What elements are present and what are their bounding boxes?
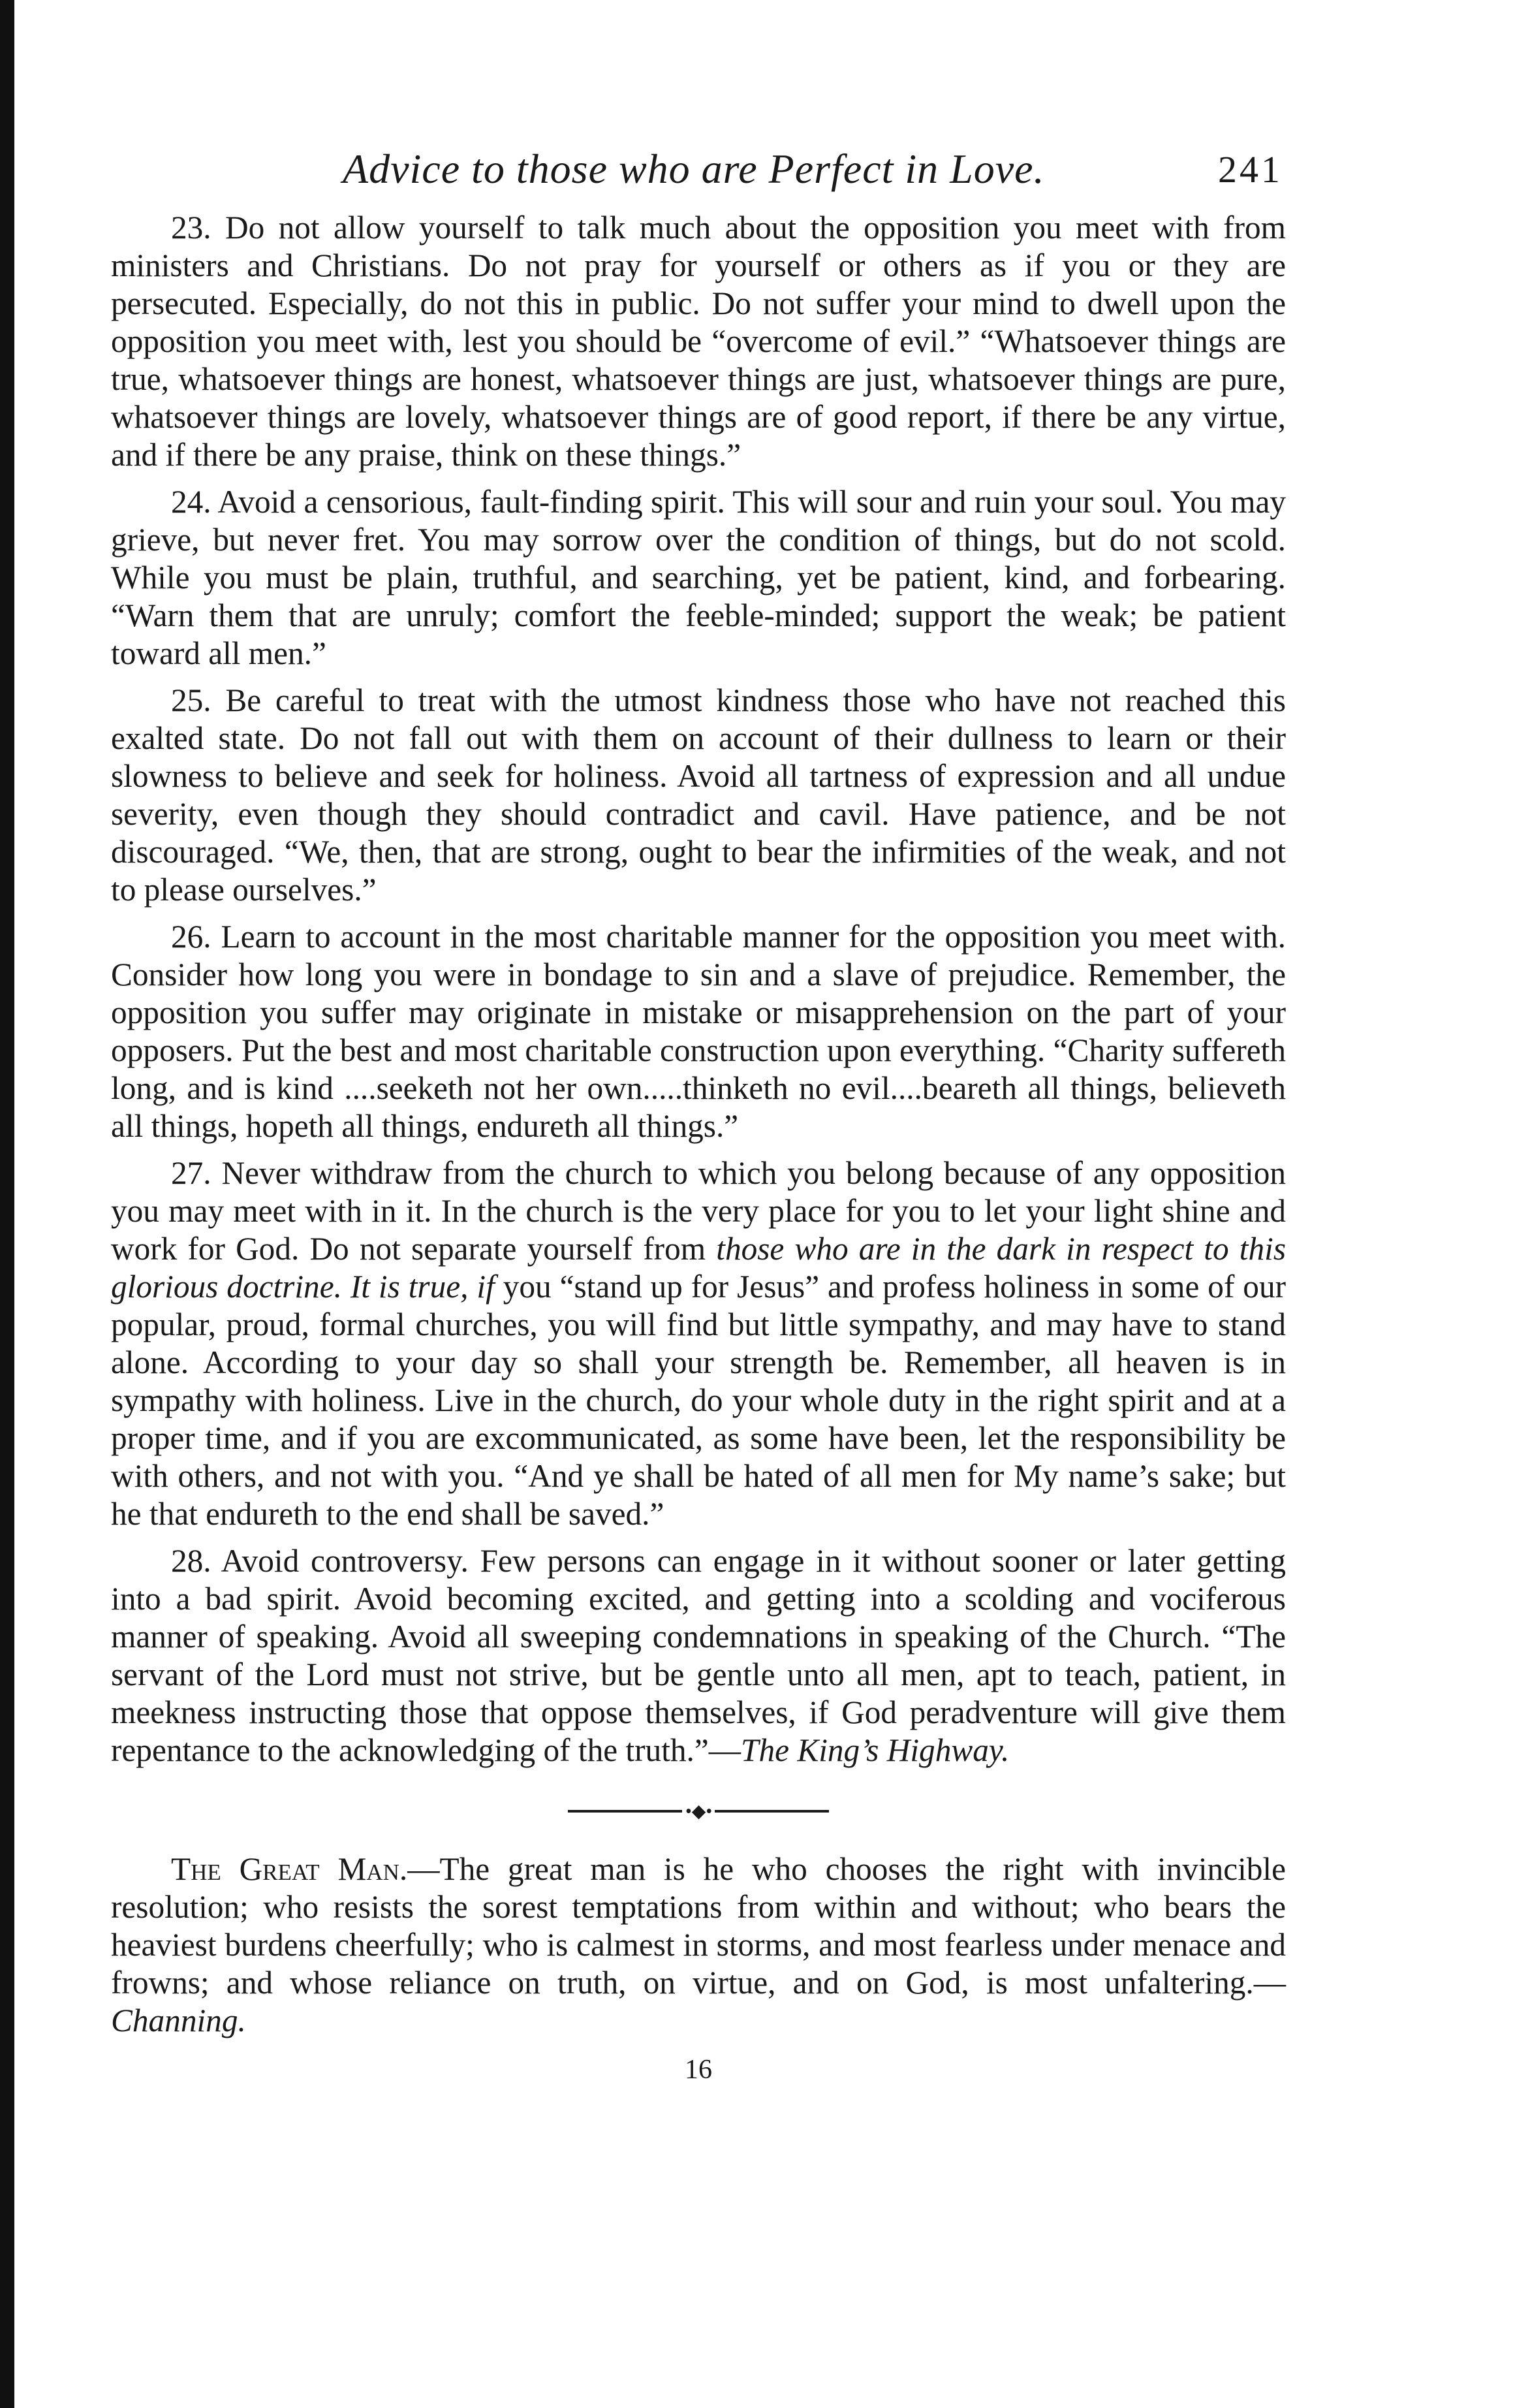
paragraph-26: 26. Learn to account in the most charitable manner for the opposition you meet with. Consider how long you were in bondage to sin and a slave of prejudice. Remember, the opposition you suffer may originate in mistake or misapprehension on the part of your opposers. Put the best and most charitable construction upon everything. “Charity suffereth long, and is kind ....seeketh not her own.....thinketh no evil....beareth all things, believeth all things, hopeth all things, endureth all things.”	[111, 919, 1286, 1144]
page-header	[111, 137, 1286, 209]
page-number: 241	[1218, 148, 1283, 191]
separator-line-right	[715, 1810, 829, 1813]
book-page	[111, 137, 1286, 2085]
paragraph-28	[111, 1542, 1286, 1769]
great-man-paragraph	[111, 1850, 1286, 2040]
paragraph-23: 23. Do not allow yourself to talk much about the opposition you meet with from ministers and Christians. Do not pray for yourself or others as if you or they are persecuted. Especially, do not this in public. Do not suffer your mind to dwell upon the opposition you meet with, lest you should be “overcome of evil.” “Whatsoever things are true, whatsoever things are honest, whatsoever things are just, whatsoever things are pure, whatsoever things are lovely, whatsoever things are of good report, if there be any virtue, and if there be any praise, think on these things.”	[111, 210, 1286, 473]
paragraph-27-part-1: 27. Never withdraw from the church to which you belong because of any opposition you may meet with in it. In the church is the very place for you to let your light shine and work for God. Do not separate yourself from	[111, 1155, 1286, 1267]
paragraph-27-italic: those who are in the dark in respect to this glorious doctrine. It is true, if	[111, 1231, 1287, 1305]
great-man-heading: The Great Man.	[171, 1851, 408, 1887]
great-man-source: Channing.	[111, 2003, 246, 2038]
running-title: Advice to those who are Perfect in Love.	[343, 146, 1045, 192]
signature-mark: 16	[685, 2055, 712, 2085]
great-man-text: —The great man is he who chooses the right with invincible resolution; who resists the sorest temptations from within and without; who bears the heaviest burdens cheerfully; who is calmest in storms, and most fearless under menace and frowns; and whose reliance on truth, on virtue, and on God, is most unfaltering.—	[111, 1851, 1286, 2001]
page-edge-shadow	[0, 0, 14, 2408]
paragraph-27	[111, 1154, 1286, 1533]
paragraph-28-source: The King’s Highway.	[741, 1732, 1010, 1768]
paragraph-28-text: 28. Avoid controversy. Few persons can engage in it without sooner or later getting into a bad spirit. Avoid becoming excited, and getting into a scolding and vociferous manner of speaking. Avoid all sweeping condemnations in speaking of the Church. “The servant of the Lord must not strive, but be gentle unto all men, apt to teach, patient, in meekness instructing those that oppose themselves, if God peradventure will give them repentance to the acknowledging of the truth.”—	[111, 1543, 1286, 1768]
separator-line-left	[568, 1810, 682, 1813]
paragraph-25: 25. Be careful to treat with the utmost kindness those who have not reached this exalted state. Do not fall out with them on account of their dullness to learn or their slowness to believe and seek for holiness. Avoid all tartness of expression and all undue severity, even though they should contradict and cavil. Have patience, and be not discouraged. “We, then, that are strong, ought to bear the infirmities of the weak, and not to please ourselves.”	[111, 682, 1286, 908]
separator-ornament-icon: •◆•	[685, 1801, 713, 1822]
section-separator	[568, 1801, 829, 1820]
paragraph-27-part-2: you “stand up for Jesus” and profess holiness in some of our popular, proud, formal churches, you will find but little sympathy, and may have to stand alone. According to your day so shall your strength be. Remember, all heaven is in sympathy with holiness. Live in the church, do your whole duty in the right spirit and at a proper time, and if you are excommunicated, as some have been, let the responsibility be with others, and not with you. “And ye shall be hated of all men for My name’s sake; but he that endureth to the end shall be saved.”	[111, 1269, 1287, 1532]
paragraph-24: 24. Avoid a censorious, fault-finding spirit. This will sour and ruin your soul. You may grieve, but never fret. You may sorrow over the condition of things, but do not scold. While you must be plain, truthful, and searching, yet be patient, kind, and forbearing. “Warn them that are unruly; comfort the feeble-minded; support the weak; be patient toward all men.”	[111, 484, 1286, 671]
